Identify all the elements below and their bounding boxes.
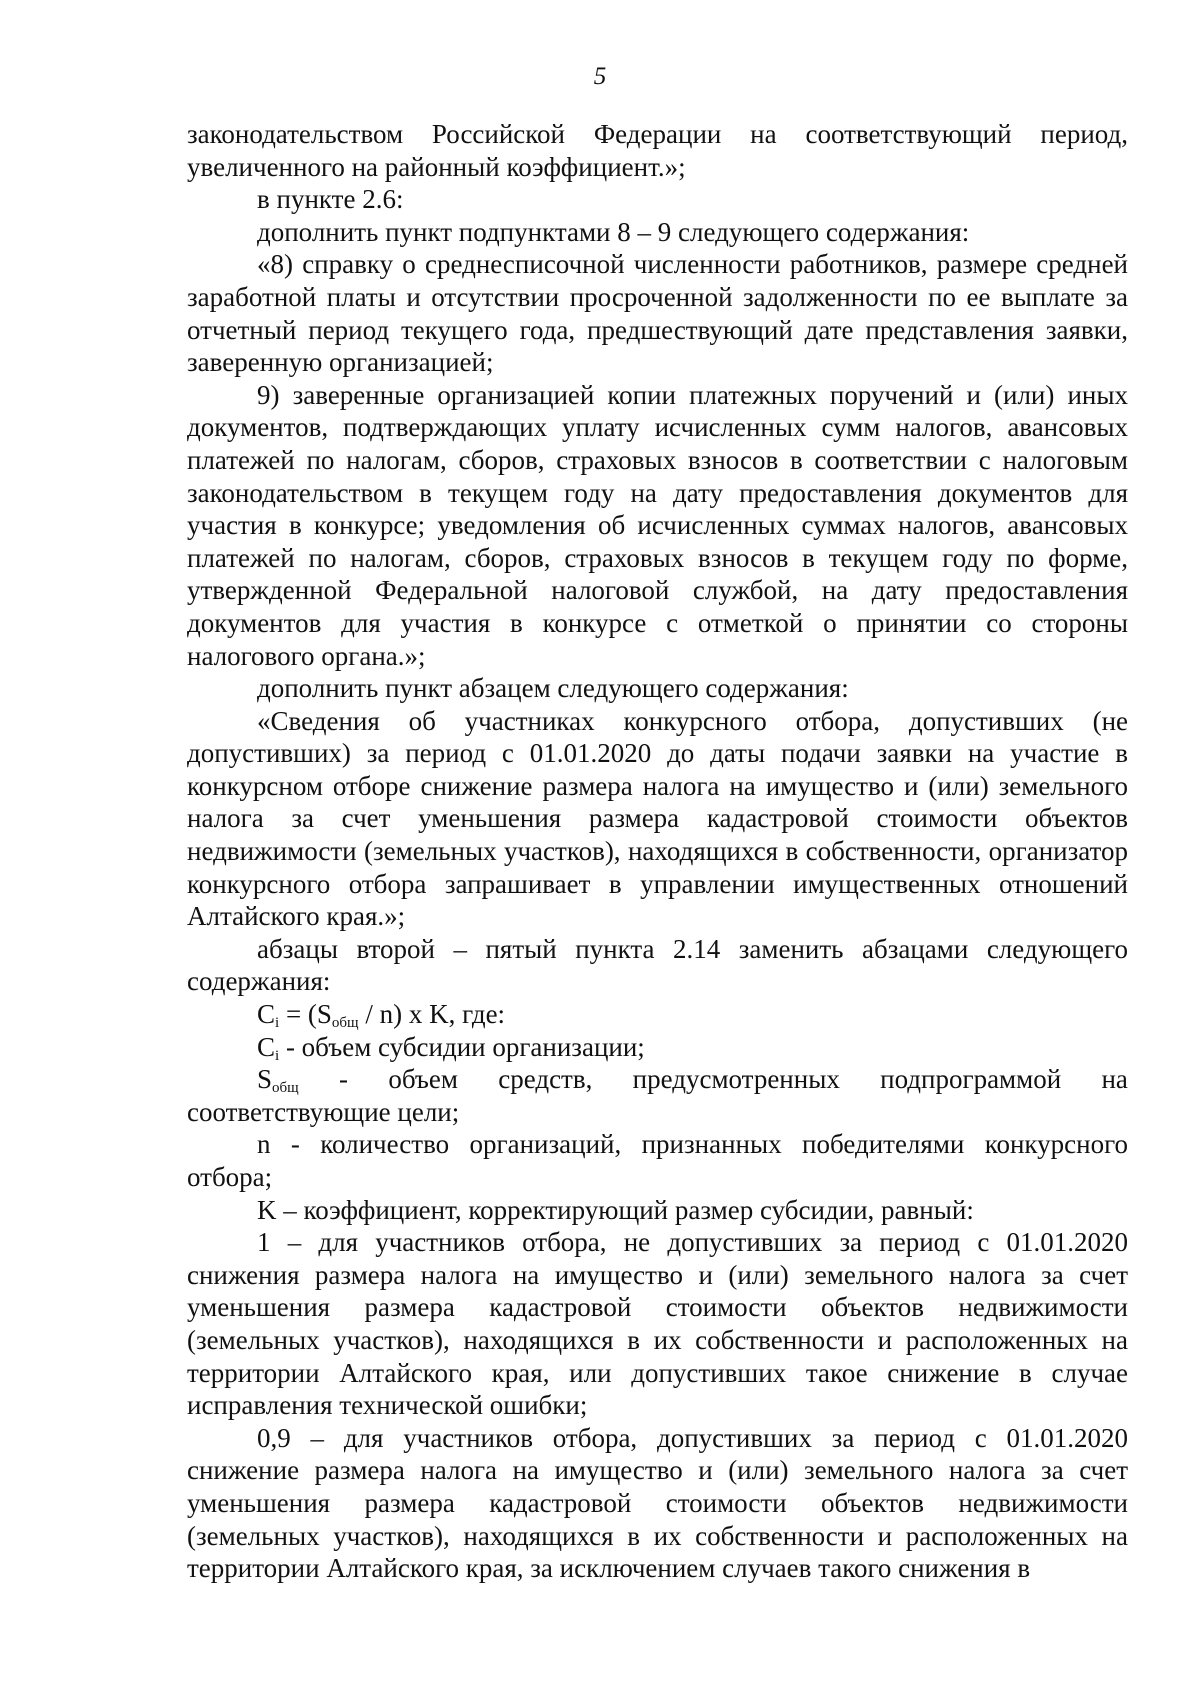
definition-s-continuation: соответствующие цели; (187, 1096, 460, 1127)
formula-c-letter: C (257, 999, 276, 1030)
formula-eq-open: = (S (279, 999, 332, 1030)
def-s-word: на (1101, 1064, 1128, 1095)
paragraph-continuation: законодательством Российской Федерации на соответствующий период, увеличенного на районный коэффициент.»; (187, 119, 1128, 182)
paragraph-add-subitems: дополнить пункт подпунктами 8 – 9 следующего содержания: (257, 216, 970, 247)
definition-ci (187, 1031, 1128, 1064)
paragraph-clause-2-6: в пункте 2.6: (257, 184, 404, 215)
def-s-word: объем (388, 1064, 458, 1095)
subsidy-formula (187, 998, 1128, 1031)
coefficient-0-9: 0,9 – для участников отбора, допустивших за период с 01.01.2020 снижение размера налога на имущество и (или) земельного налога за счет уменьшения размера кадастровой стоимости объектов недвижимости (земельных участков), находящихся в их собственности и расположенных на территории Алтайского края, за исключением случаев такого снижения в (187, 1422, 1128, 1584)
document-body (187, 118, 1128, 1585)
def-s-word: подпрограммой (880, 1064, 1062, 1095)
def-s-subscript: общ (272, 1080, 299, 1097)
paragraph-replace-2-14: абзацы второй – пятый пункта 2.14 заменить абзацами следующего содержания: (187, 933, 1128, 997)
def-s-word: - (339, 1064, 349, 1095)
formula-s-subscript: общ (331, 1015, 359, 1032)
paragraph-subitem-8: «8) справку о среднесписочной численности работников, размере средней заработной платы и отсутствии просроченной задолженности по ее выплате за отчетный период текущего года, предшествующий дате представления заявки, заверенную организацией; (187, 249, 1128, 378)
coefficient-1: 1 – для участников отбора, не допустивших за период с 01.01.2020 снижения размера налога на имущество и (или) земельного налога за счет уменьшения размера кадастровой стоимости объектов недвижимости (земельных участков), находящихся в их собственности и расположенных на территории Алтайского края, или допустивших такое снижение в случае исправления технической ошибки; (187, 1227, 1128, 1421)
def-s-word: средств, (498, 1064, 593, 1095)
def-s-letter: S (257, 1064, 273, 1095)
formula-eq-rest: / n) x K, где: (358, 999, 506, 1030)
paragraph-svedeniya: «Сведения об участниках конкурсного отбора, допустивших (не допустивших) за период с 01.01.2020 до даты подачи заявки на участие в конкурсном отборе снижение размера налога на имущество и (или) земельного налога за счет уменьшения размера кадастровой стоимости объектов недвижимости (земельных участков), находящихся в собственности, организатор конкурсного отбора запрашивает в управлении имущественных отношений Алтайского края.»; (187, 705, 1128, 932)
paragraph-subitem-9: 9) заверенные организацией копии платежных поручений и (или) иных документов, подтверждающих уплату исчисленных сумм налогов, авансовых платежей по налогам, сборов, страховых взносов в соответствии с налоговым законодательством в текущем году на дату предоставления документов для участия в конкурсе; уведомления об исчисленных суммах налогов, авансовых платежей по налогам, сборов, страховых взносов в текущем году по форме, утвержденной Федеральной налоговой службой, на дату предоставления документов для участия в конкурсе с отметкой о принятии со стороны налогового органа.»; (187, 379, 1128, 671)
formula-c-subscript: i (275, 1015, 280, 1032)
page-number: 5 (593, 63, 607, 90)
definition-n: n - количество организаций, признанных победителями конкурсного отбора; (187, 1129, 1128, 1192)
paragraph-add-abzac: дополнить пункт абзацем следующего содержания: (257, 673, 849, 704)
def-ci-subscript: i (275, 1047, 280, 1064)
definition-s-row (187, 1063, 1128, 1096)
def-s-word: предусмотренных (632, 1064, 840, 1095)
def-s-symbol (257, 1063, 299, 1096)
def-ci-text: - объем субсидии организации; (279, 1031, 645, 1062)
definition-k: K – коэффициент, корректирующий размер субсидии, равный: (257, 1194, 974, 1225)
def-ci-letter: C (257, 1031, 276, 1062)
